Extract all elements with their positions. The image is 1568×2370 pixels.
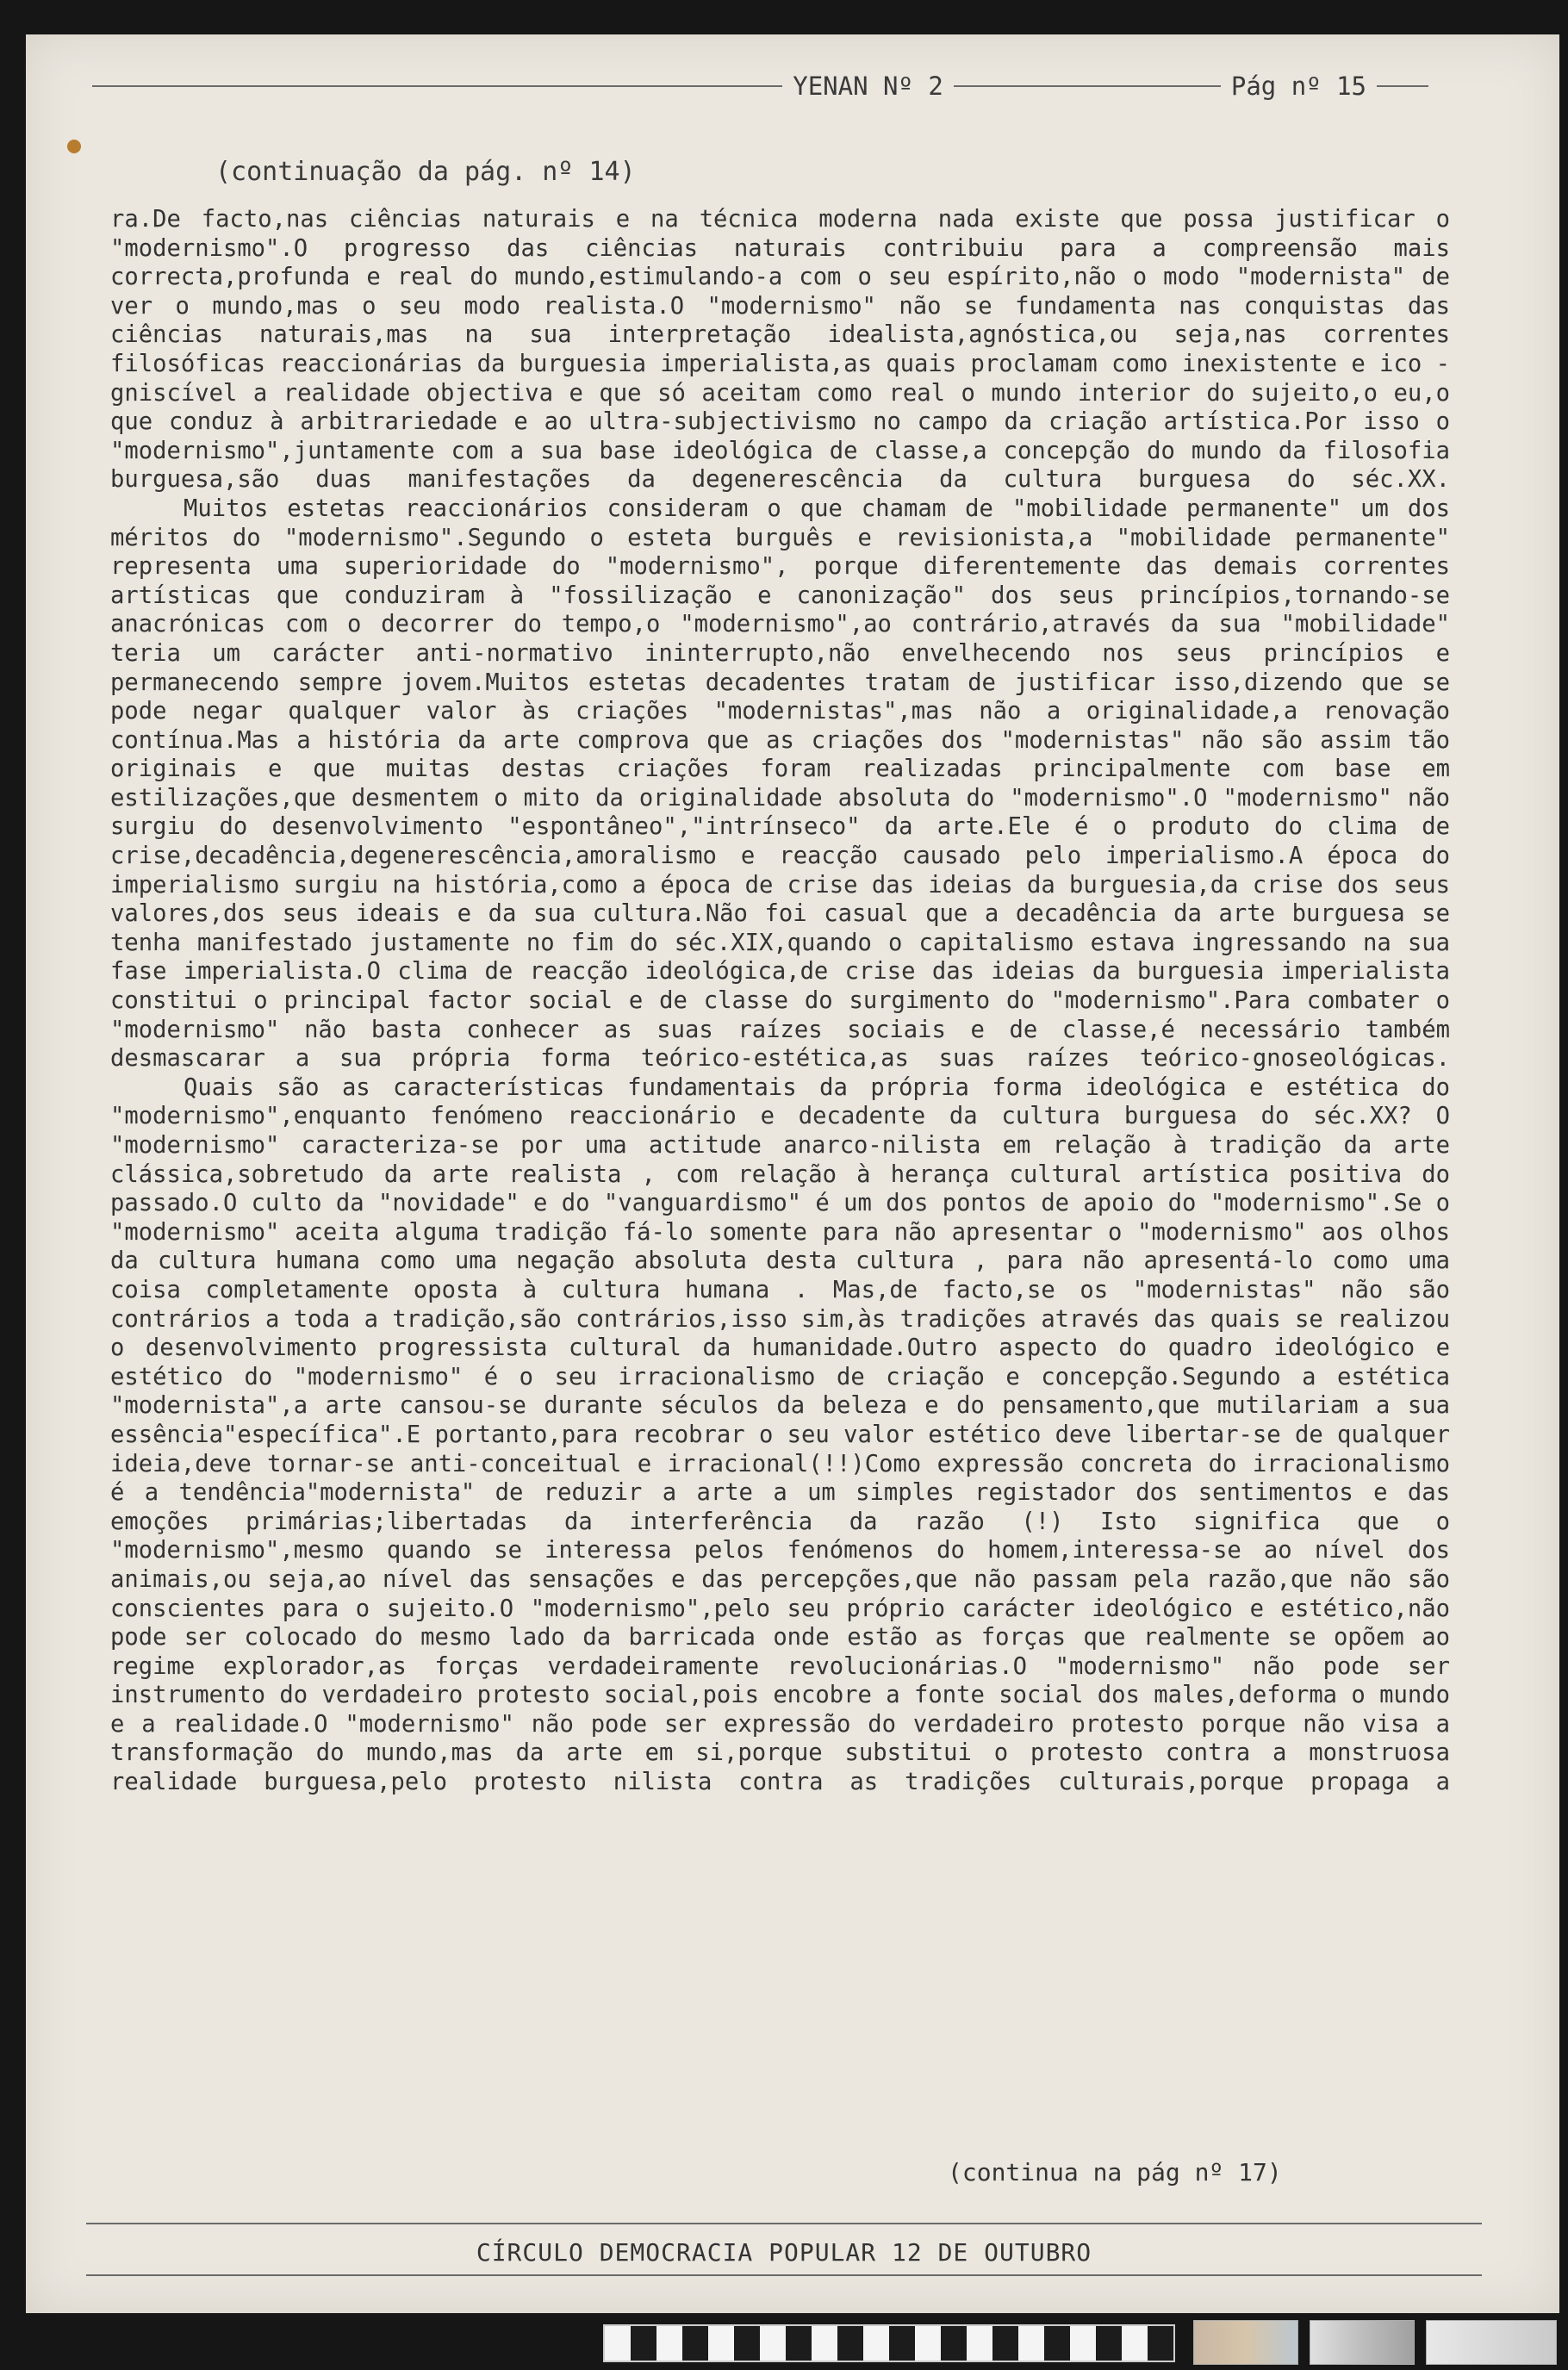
grey-card	[1310, 2320, 1415, 2365]
header-rule-left	[92, 85, 782, 87]
paragraph-1: ra.De facto,nas ciências naturais e na técnica moderna nada existe que possa justificar o "modernismo".O progresso das ciências naturais contribuiu para a compreensão mais correcta,profunda e real do mundo,estimulando-a com o seu espírito,não o modo "modernista" de ver o mundo,mas o seu modo realista.O "modernismo" não se fundamenta nas conquistas das ciências naturais,mas na sua interpretação idealista,agnóstica,ou seja,nas correntes filosóficas reaccionárias da burguesia imperialista,as quais proclamam como inexistente e ico - gniscível a realidade objectiva e que só aceitam como real o mundo interior do sujeito,o eu,o que conduz à arbitrariedade e ao ultra-subjectivismo no campo da criação artística.Por isso o "modernismo",juntamente com a sua base ideológica de classe,a concepção do mundo da filosofia burguesa,são duas manifestações da degenerescência da cultura burguesa do séc.XX.	[110, 206, 1450, 494]
page-header	[82, 65, 1439, 108]
article-body	[110, 205, 1450, 1797]
header-rule-middle	[954, 85, 1221, 87]
scale-bar	[603, 2324, 1175, 2362]
paragraph-3: Quais são as características fundamentais da própria forma ideológica e estética do "modernismo",enquanto fenómeno reaccionário e decadente da cultura burguesa do séc.XX? O "modernismo" caracteriza-se por uma actitude anarco-nilista em relação à tradição da arte clássica,sobretudo da arte realista , com relação à herança cultural artística positiva do passado.O culto da "novidade" e do "vanguardismo" é um dos pontos de apoio do "modernismo".Se o "modernismo" aceita alguma tradição fá-lo somente para não apresentar o "modernismo" aos olhos da cultura humana como uma negação absoluta desta cultura , para não apresentá-lo como uma coisa completamente oposta à cultura humana . Mas,de facto,se os "modernistas" não são contrários a toda a tradição,são contrários,isso sim,às tradições através das quais se realizou o desenvolvimento progressista cultural da humanidade.Outro aspecto do quadro ideológico e estético do "modernismo" é o seu irracionalismo de criação e concepção.Segundo a estética "modernista",a arte cansou-se durante séculos da beleza e do pensamento,que mutilariam a sua essência"específica".E portanto,para recobrar o seu valor estético deve libertar-se de qualquer ideia,deve tornar-se anti-conceitual e irracional(!!)Como expressão concreta do irracionalismo é a tendência"modernista" de reduzir a arte a um simples registador dos sentimentos e das emoções primárias;libertadas da interferência da razão (!) Isto significa que o "modernismo",mesmo quando se interessa pelos fenómenos do homem,interessa-se ao nível dos animais,ou seja,ao nível das sensações e das percepções,que não passam pela razão,que não são conscientes para o sujeito.O "modernismo",pelo seu próprio carácter ideológico e estético,não pode ser colocado do mesmo lado da barricada onde estão as forças que realmente se opõem ao regime explorador,as forças verdadeiramente revolucionárias.O "modernismo" não pode ser instrumento do verdadeiro protesto social,pois encobre a fonte social dos males,deforma o mundo e a realidade.O "modernismo" não pode ser expressão do verdadeiro protesto porque não visa a transformação do mundo,mas da arte em si,porque substitui o protesto contra a monstruosa realidade burguesa,pelo protesto nilista contra as tradições culturais,porque propaga a	[110, 1073, 1450, 1796]
footer-rule-top	[86, 2223, 1482, 2224]
paragraph-2: Muitos estetas reaccionários consideram o que chamam de "mobilidade permanente" um dos méritos do "modernismo".Segundo o esteta burguês e revisionista,a "mobilidade permanente" representa uma superioridade do "modernismo", porque diferentemente das demais correntes artísticas que conduziram à "fossilização e canonização" dos seus princípios,tornando-se anacrónicas com o decorrer do tempo,o "modernismo",ao contrário,através da sua "mobilidade" teria um carácter anti-normativo ininterrupto,não envelhecendo nos seus princípios e permanecendo sempre jovem.Muitos estetas decadentes tratam de justificar isso,dizendo que se pode negar qualquer valor às criações "modernistas",mas não a originalidade,a renovação contínua.Mas a história da arte comprova que as criações dos "modernistas" não são assim tão originais e que muitas destas criações foram realizadas principalmente com base em estilizações,que desmentem o mito da originalidade absoluta do "modernismo".O "modernismo" não surgiu do desenvolvimento "espontâneo","intrínseco" da arte.Ele é o produto do clima de crise,decadência,degenerescência,amoralismo e reacção causado pelo imperialismo.A época do imperialismo surgiu na história,como a época de crise das ideias da burguesia,da crise dos seus valores,dos seus ideais e da sua cultura.Não foi casual que a decadência da arte burguesa se tenha manifestado justamente no fim do séc.XIX,quando o capitalismo estava ingressando na sua fase imperialista.O clima de reacção ideológica,de crise das ideias da burguesia imperialista constitui o principal factor social e de classe do surgimento do "modernismo".Para combater o "modernismo" não basta conhecer as suas raízes sociais e de classe,é necessário também desmascarar a sua própria forma teórico-estética,as suas raízes teórico-gnoseológicas.	[110, 495, 1450, 1073]
continued-from-note: (continuação da pág. nº 14)	[215, 157, 636, 187]
footer-organization: CÍRCULO DEMOCRACIA POPULAR 12 DE OUTUBRO	[476, 2238, 1092, 2267]
continued-to-note: (continua na pág nº 17)	[948, 2158, 1282, 2186]
reference-card	[1426, 2320, 1557, 2365]
punch-hole-mark	[67, 140, 81, 153]
footer-rule-bottom	[86, 2274, 1482, 2276]
publication-title: YENAN Nº 2	[793, 72, 943, 101]
color-card	[1193, 2320, 1298, 2365]
header-rule-right	[1377, 85, 1428, 87]
page-number: Pág nº 15	[1230, 72, 1366, 101]
